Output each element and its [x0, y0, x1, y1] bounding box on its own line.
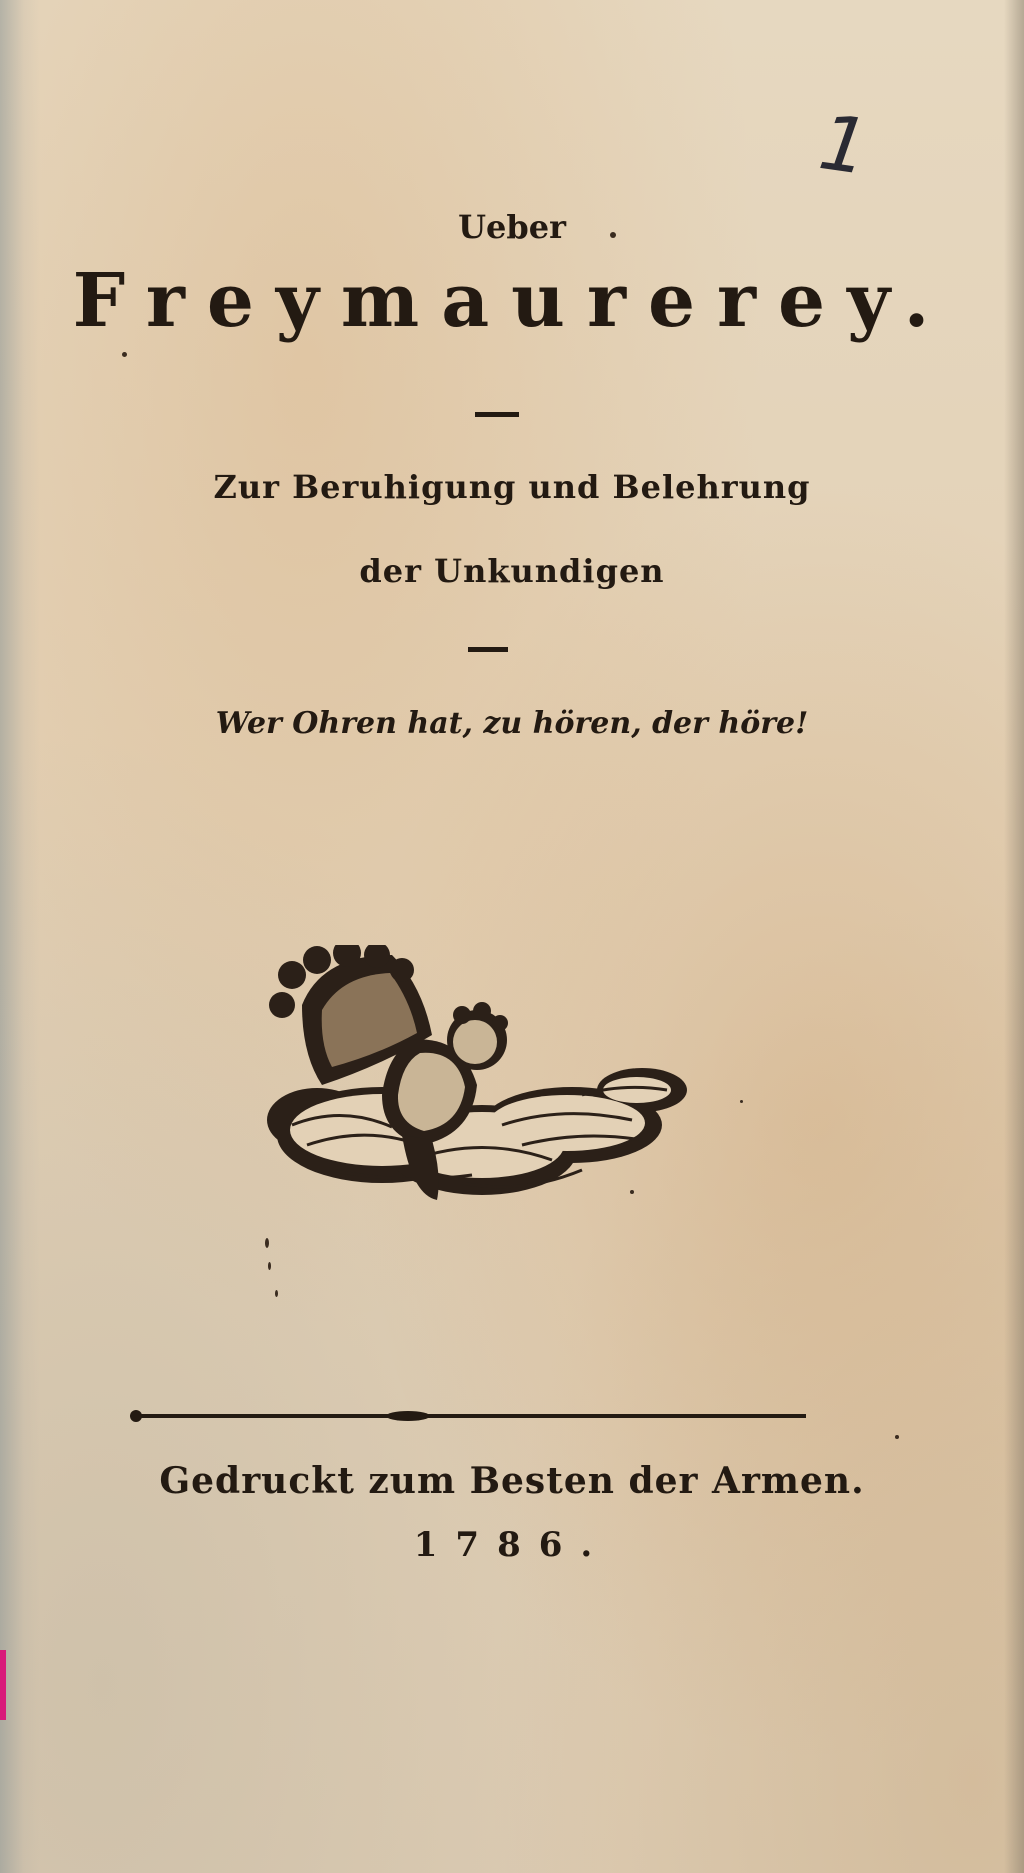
ornamental-rule — [130, 1410, 812, 1422]
subtitle-line-1: Zur Beruhigung und Belehrung — [213, 468, 811, 506]
library-tab-marker — [0, 1650, 6, 1720]
short-rule-bottom — [468, 647, 508, 652]
cherub-on-cloud-icon — [262, 945, 692, 1215]
subtitle-line-2: der Unkundigen — [359, 552, 665, 590]
pre-title: Ueber — [458, 208, 566, 246]
imprint: Gedruckt zum Besten der Armen. — [159, 1460, 865, 1502]
motto: Wer Ohren hat, zu hören, der höre! — [215, 706, 809, 741]
main-title: Freymaurerey. — [72, 258, 952, 344]
publication-year: 1786. — [413, 1525, 611, 1565]
short-rule-top — [475, 412, 519, 417]
folio-number: 1 — [814, 97, 875, 192]
